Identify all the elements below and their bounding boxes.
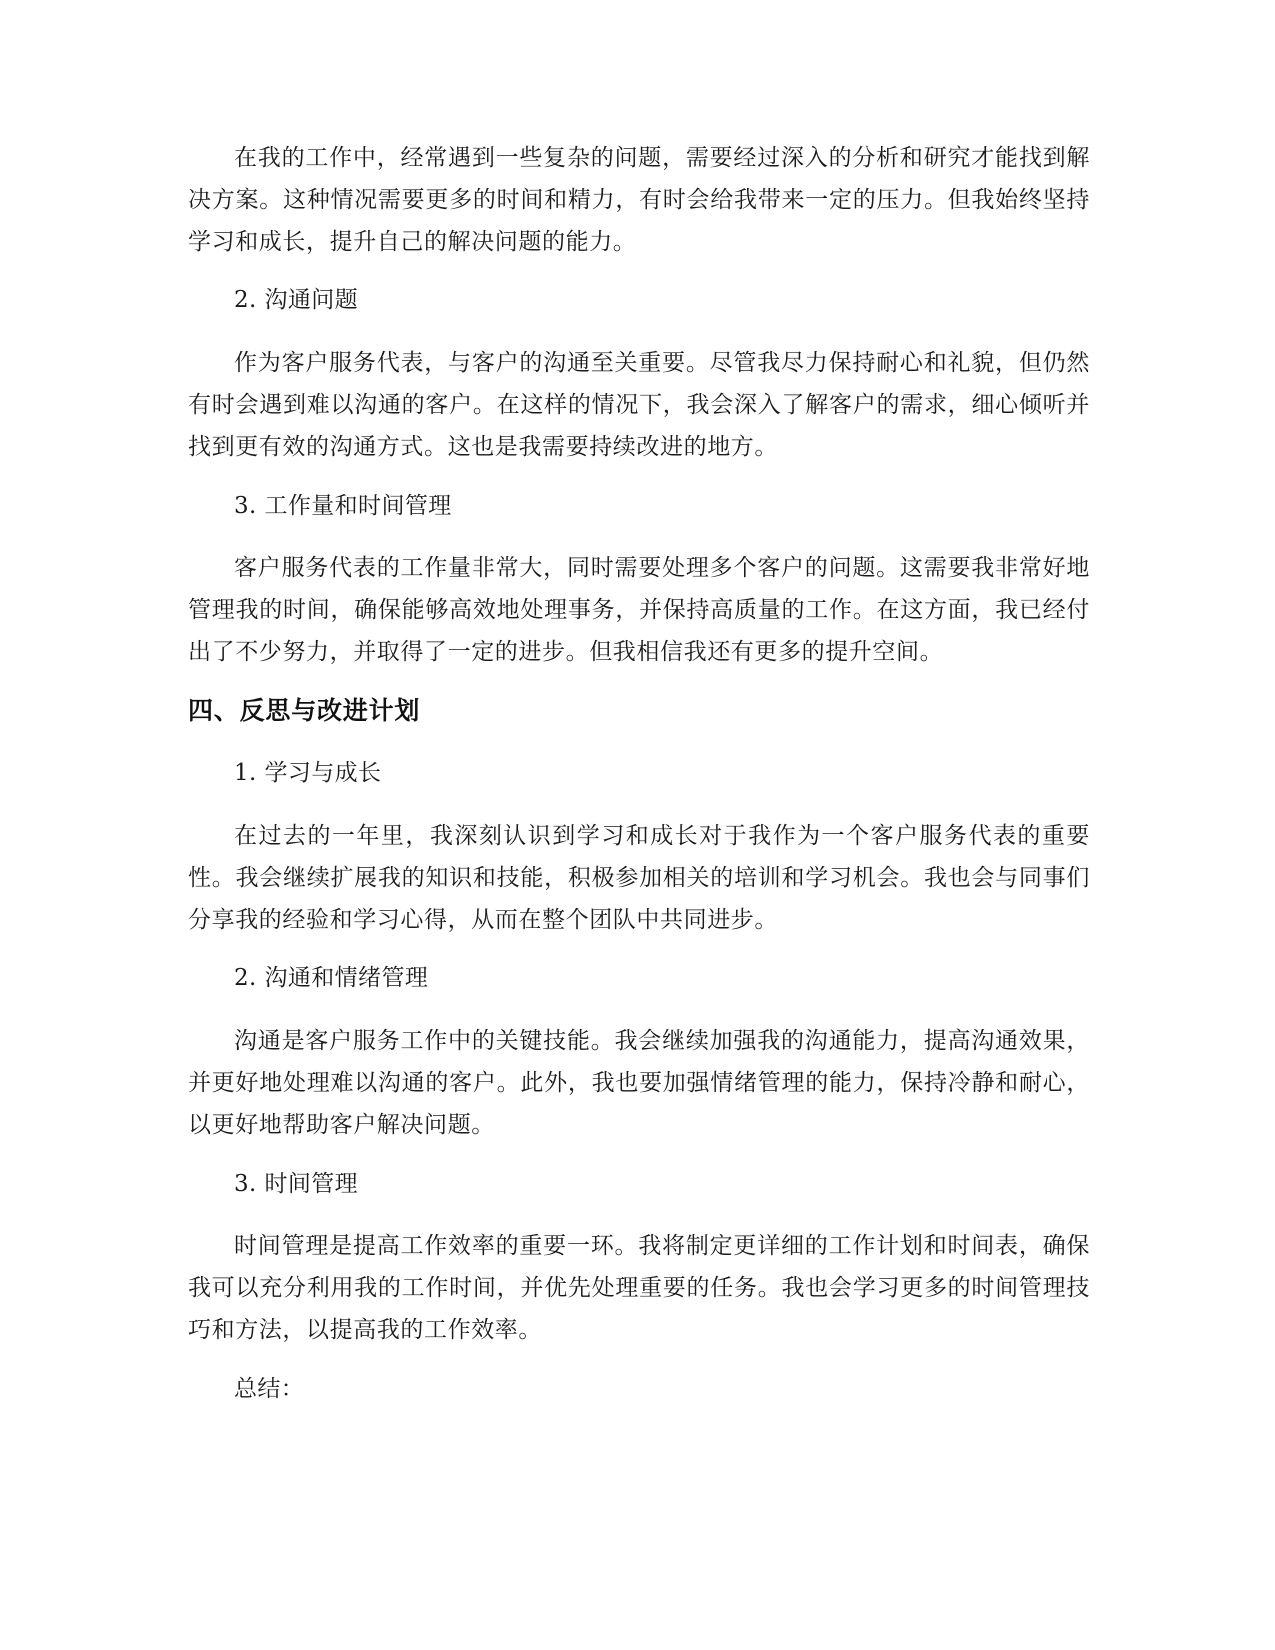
subheading-communication-issues: 2. 沟通问题 — [234, 287, 359, 313]
summary-label: 总结： — [234, 1376, 305, 1402]
paragraph-workload-time: 客户服务代表的工作量非常大，同时需要处理多个客户的问题。这需要我非常好地管理我的时间，确保能够高效地处理事务，并保持高质量的工作。在这方面，我已经付出了不少努力，并取得了一定的进步。但我相信我还有更多的提升空间。 — [188, 555, 1090, 665]
paragraph-communication-issues: 作为客户服务代表，与客户的沟通至关重要。尽管我尽力保持耐心和礼貌，但仍然有时会遇到难以沟通的客户。在这样的情况下，我会深入了解客户的需求，细心倾听并找到更有效的沟通方式。这也是我需要持续改进的地方。 — [188, 350, 1090, 460]
subheading-communication-emotion: 2. 沟通和情绪管理 — [234, 965, 429, 991]
paragraph-complex-problems: 在我的工作中，经常遇到一些复杂的问题，需要经过深入的分析和研究才能找到解决方案。这种情况需要更多的时间和精力，有时会给我带来一定的压力。但我始终坚持学习和成长，提升自己的解决问题的能力。 — [188, 145, 1090, 255]
subheading-learning-growth: 1. 学习与成长 — [234, 760, 382, 786]
paragraph-learning-growth: 在过去的一年里，我深刻认识到学习和成长对于我作为一个客户服务代表的重要性。我会继续扩展我的知识和技能，积极参加相关的培训和学习机会。我也会与同事们分享我的经验和学习心得，从而在整个团队中共同进步。 — [188, 823, 1090, 933]
paragraph-communication-emotion: 沟通是客户服务工作中的关键技能。我会继续加强我的沟通能力，提高沟通效果，并更好地处理难以沟通的客户。此外，我也要加强情绪管理的能力，保持冷静和耐心，以更好地帮助客户解决问题。 — [188, 1028, 1090, 1138]
subheading-time-management: 3. 时间管理 — [234, 1171, 359, 1197]
section-heading-reflection-plan: 四、反思与改进计划 — [188, 696, 421, 725]
paragraph-time-management: 时间管理是提高工作效率的重要一环。我将制定更详细的工作计划和时间表，确保我可以充分利用我的工作时间，并优先处理重要的任务。我也会学习更多的时间管理技巧和方法，以提高我的工作效率。 — [188, 1233, 1090, 1343]
subheading-workload-time: 3. 工作量和时间管理 — [234, 493, 452, 519]
